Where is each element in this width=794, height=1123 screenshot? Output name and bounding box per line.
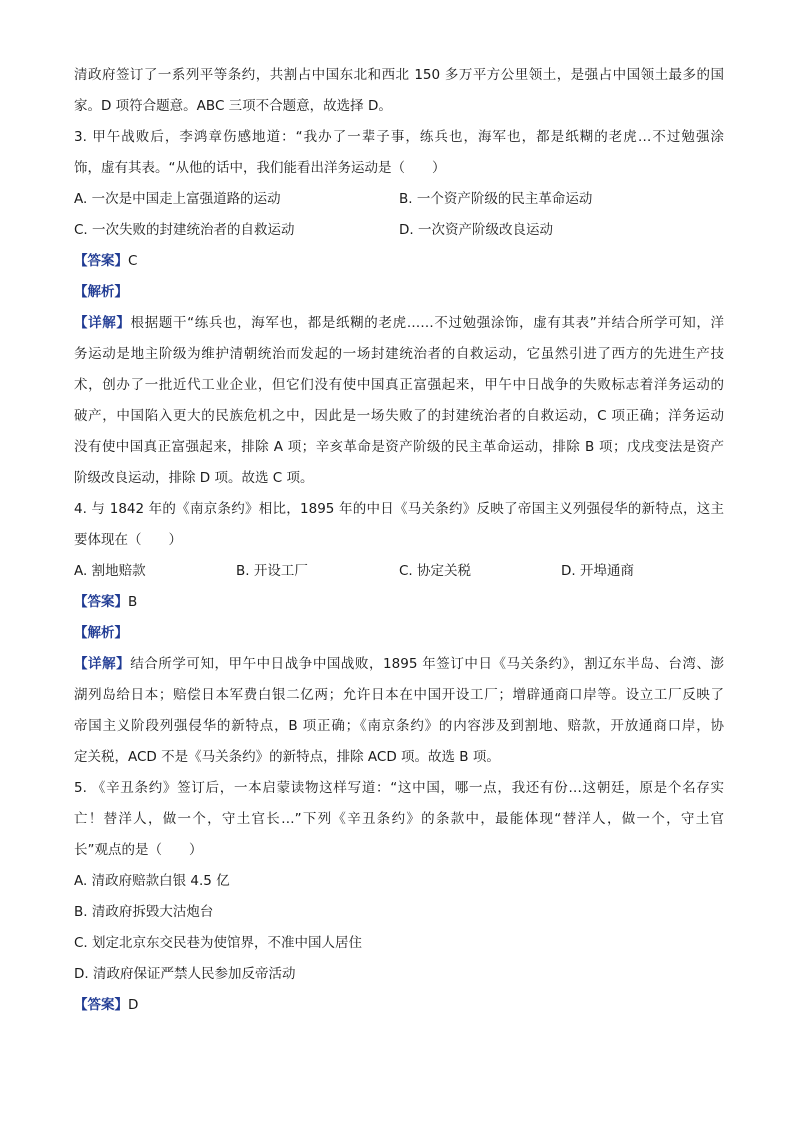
answer-tag: 【答案】 xyxy=(74,594,128,610)
q3-option-d: D. 一次资产阶级改良运动 xyxy=(399,222,553,238)
q5-option-b: B. 清政府拆毁大沽炮台 xyxy=(74,904,214,920)
q5-answer xyxy=(74,990,724,1021)
q5-option-c: C. 划定北京东交民巷为使馆界，不准中国人居住 xyxy=(74,935,363,951)
q4-option-c: C. 协定关税 xyxy=(399,563,472,579)
intro-line-2: 家。D 项符合题意。ABC 三项不合题意，故选择 D。 xyxy=(74,98,392,114)
q5-stem-line-1: 5. 《辛丑条约》签订后，一本启蒙读物这样写道：“这中国，哪一点，我还有份…这朝廷，原是个名存实 xyxy=(74,780,724,796)
detail-tag: 【详解】 xyxy=(74,656,131,672)
q4-option-b: B. 开设工厂 xyxy=(236,563,308,579)
q3-answer-value: C xyxy=(128,253,138,269)
q5-option-d: D. 清政府保证严禁人民参加反帝活动 xyxy=(74,966,296,982)
q3-detail-line-6: 阶级改良运动，排除 D 项。故选 C 项。 xyxy=(74,470,314,486)
q4-stem-line-1: 4. 与 1842 年的《南京条约》相比，1895 年的中日《马关条约》反映了帝国主义列强侵华的新特点，这主 xyxy=(74,501,724,517)
q3-option-c: C. 一次失败的封建统治者的自救运动 xyxy=(74,222,295,238)
answer-tag: 【答案】 xyxy=(74,253,128,269)
q3-options-row-1 xyxy=(74,184,724,215)
q4-answer xyxy=(74,587,724,618)
q3-option-b: B. 一个资产阶级的民主革命运动 xyxy=(399,191,593,207)
q5-stem-line-3: 长”观点的是（ ） xyxy=(74,842,203,858)
q4-option-a: A. 割地赔款 xyxy=(74,563,146,579)
q3-stem-line-1: 3. 甲午战败后，李鸿章伤感地道：“我办了一辈子事，练兵也，海军也，都是纸糊的老虎…不过勉强涂 xyxy=(74,129,724,145)
answer-tag: 【答案】 xyxy=(74,997,128,1013)
q3-detail-line-2: 务运动是地主阶级为维护清朝统治而发起的一场封建统治者的自救运动，它虽然引进了西方的先进生产技 xyxy=(74,346,724,362)
q3-options-row-2 xyxy=(74,215,724,246)
q4-stem-line-2: 要体现在（ ） xyxy=(74,532,182,548)
q5-option-a: A. 清政府赔款白银 4.5 亿 xyxy=(74,873,230,889)
q4-detail-line-4: 定关税，ACD 不是《马关条约》的新特点，排除 ACD 项。故选 B 项。 xyxy=(74,749,500,765)
q4-analysis xyxy=(74,618,724,649)
q3-detail-line-3: 术，创办了一批近代工业企业，但它们没有使中国真正富强起来，甲午中日战争的失败标志着洋务运动的 xyxy=(74,377,724,393)
q4-options-row xyxy=(74,556,724,587)
q3-detail-line-5: 没有使中国真正富强起来，排除 A 项；辛亥革命是资产阶级的民主革命运动，排除 B 项；戊戌变法是资产 xyxy=(74,439,724,455)
q5-stem-line-2: 亡！替洋人，做一个，守土官长…”下列《辛丑条约》的条款中，最能体现“替洋人，做一个，守土官 xyxy=(74,811,724,827)
q3-option-a: A. 一次是中国走上富强道路的运动 xyxy=(74,191,281,207)
q3-detail-line-1: 【详解】根据题干“练兵也，海军也，都是纸糊的老虎……不过勉强涂饰，虚有其表”并结合所学可知，洋 xyxy=(74,315,725,331)
q4-option-d: D. 开埠通商 xyxy=(561,563,634,579)
q4-detail-line-1: 【详解】结合所学可知，甲午中日战争中国战败，1895 年签订中日《马关条约》，割辽东半岛、台湾、澎 xyxy=(74,656,725,672)
document-page xyxy=(74,60,724,1021)
q4-answer-value: B xyxy=(128,594,138,610)
q4-detail-line-3: 帝国主义阶段列强侵华的新特点，B 项正确；《南京条约》的内容涉及到割地、赔款，开放通商口岸，协 xyxy=(74,718,724,734)
q3-answer xyxy=(74,246,724,277)
intro-line-1: 清政府签订了一系列平等条约，共割占中国东北和西北 150 多万平方公里领土，是强占中国领土最多的国 xyxy=(74,67,724,83)
q3-detail-line-4: 破产，中国陷入更大的民族危机之中，因此是一场失败了的封建统治者的自救运动，C 项正确；洋务运动 xyxy=(74,408,724,424)
q5-answer-value: D xyxy=(128,997,139,1013)
q3-analysis xyxy=(74,277,724,308)
detail-tag: 【详解】 xyxy=(74,315,131,331)
q4-detail-line-2: 湖列岛给日本；赔偿日本军费白银二亿两；允许日本在中国开设工厂；增辟通商口岸等。设立工厂反映了 xyxy=(74,687,724,703)
analysis-tag: 【解析】 xyxy=(74,284,128,300)
analysis-tag: 【解析】 xyxy=(74,625,128,641)
q3-stem-line-2: 饰，虚有其表。“从他的话中，我们能看出洋务运动是（ ） xyxy=(74,160,446,176)
